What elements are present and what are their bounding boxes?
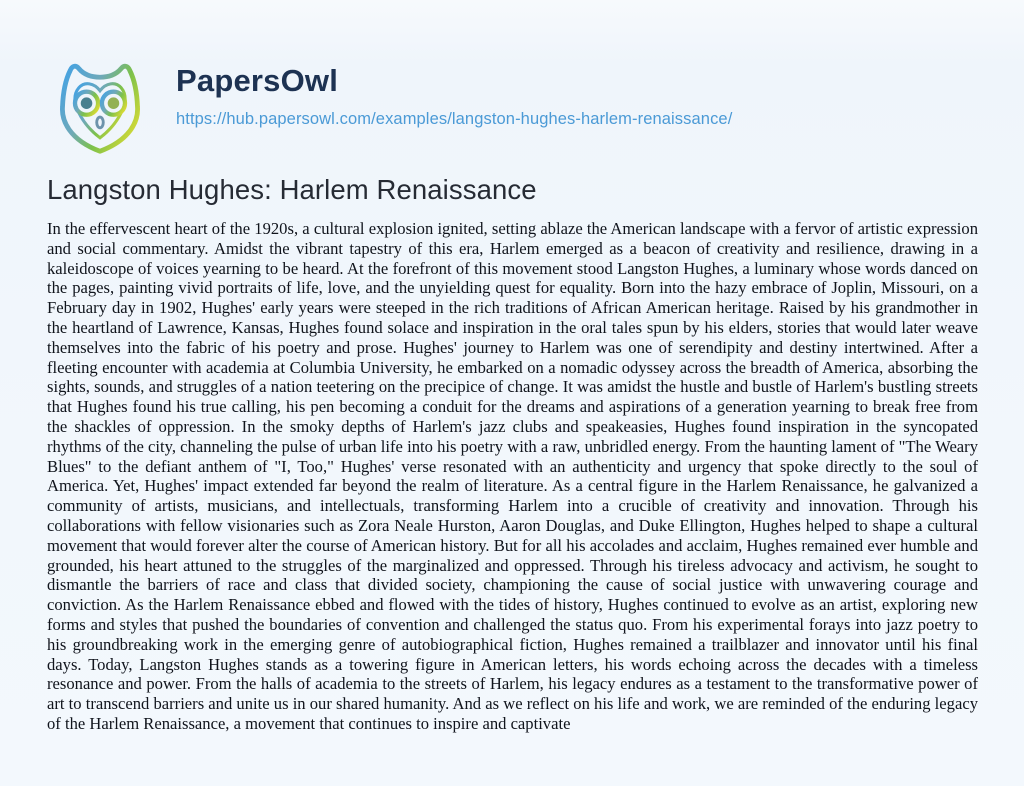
page-title: Langston Hughes: Harlem Renaissance [47, 174, 537, 205]
header [50, 60, 978, 156]
essay-body-text: In the effervescent heart of the 1920s, a cultural explosion ignited, setting ablaze the American landscape with a fervor of artistic expression and social commentary. Amidst the vibrant tapestry of this era, Harlem emerged as a beacon of creativity and resilience, drawing in a kaleidoscope of voices yearning to be heard. At the forefront of this movement stood Langston Hughes, a luminary whose words danced on the pages, painting vivid portraits of life, love, and the unyielding quest for equality. Born into the hazy embrace of Joplin, Missouri, on a February day in 1902, Hughes' early years were steeped in the rich traditions of African American heritage. Raised by his grandmother in the heartland of Lawrence, Kansas, Hughes found solace and inspiration in the oral tales spun by his elders, stories that would later weave themselves into the fabric of his poetry and prose. Hughes' journey to Harlem was one of serendipity and destiny intertwined. After a fleeting encounter with academia at Columbia University, he embarked on a nomadic odyssey across the breadth of America, absorbing the sights, sounds, and struggles of a nation teetering on the precipice of change. It was amidst the hustle and bustle of Harlem's bustling streets that Hughes found his true calling, his pen becoming a conduit for the dreams and aspirations of a generation yearning to break free from the shackles of oppression. In the smoky depths of Harlem's jazz clubs and speakeasies, Hughes found inspiration in the syncopated rhythms of the city, channeling the pulse of urban life into his poetry with a raw, unbridled energy. From the haunting lament of "The Weary Blues" to the defiant anthem of "I, Too," Hughes' verse resonated with an authenticity and urgency that spoke directly to the soul of America. Yet, Hughes' impact extended far beyond the realm of literature. As a central figure in the Harlem Renaissance, he galvanized a community of artists, musicians, and intellectuals, transforming Harlem into a crucible of creativity and innovation. Through his collaborations with fellow visionaries such as Zora Neale Hurston, Aaron Douglas, and Duke Ellington, Hughes helped to shape a cultural movement that would forever alter the course of American history. But for all his accolades and acclaim, Hughes remained ever humble and grounded, his heart attuned to the struggles of the marginalized and oppressed. Through his tireless advocacy and activism, he sought to dismantle the barriers of race and class that divided society, championing the cause of social justice with unwavering courage and conviction. As the Harlem Renaissance ebbed and flowed with the tides of history, Hughes continued to evolve as an artist, exploring new forms and styles that pushed the boundaries of convention and challenged the status quo. From his experimental forays into jazz poetry to his groundbreaking work in the emerging genre of autobiographical fiction, Hughes remained a trailblazer and innovator until his final days. Today, Langston Hughes stands as a towering figure in American letters, his words echoing across the decades with a timeless resonance and power. From the halls of academia to the streets of Harlem, his legacy endures as a testament to the transformative power of art to transcend barriers and unite us in our shared humanity. And as we reflect on his life and work, we are reminded of the enduring legacy of the Harlem Renaissance, a movement that continues to inspire and captivate [47, 219, 978, 733]
brand-name: PapersOwl [176, 63, 339, 98]
source-url-link[interactable]: https://hub.papersowl.com/examples/langston-hughes-harlem-renaissance/ [176, 110, 733, 128]
brand-block [176, 60, 732, 129]
papersowl-owl-logo-icon [50, 60, 150, 156]
